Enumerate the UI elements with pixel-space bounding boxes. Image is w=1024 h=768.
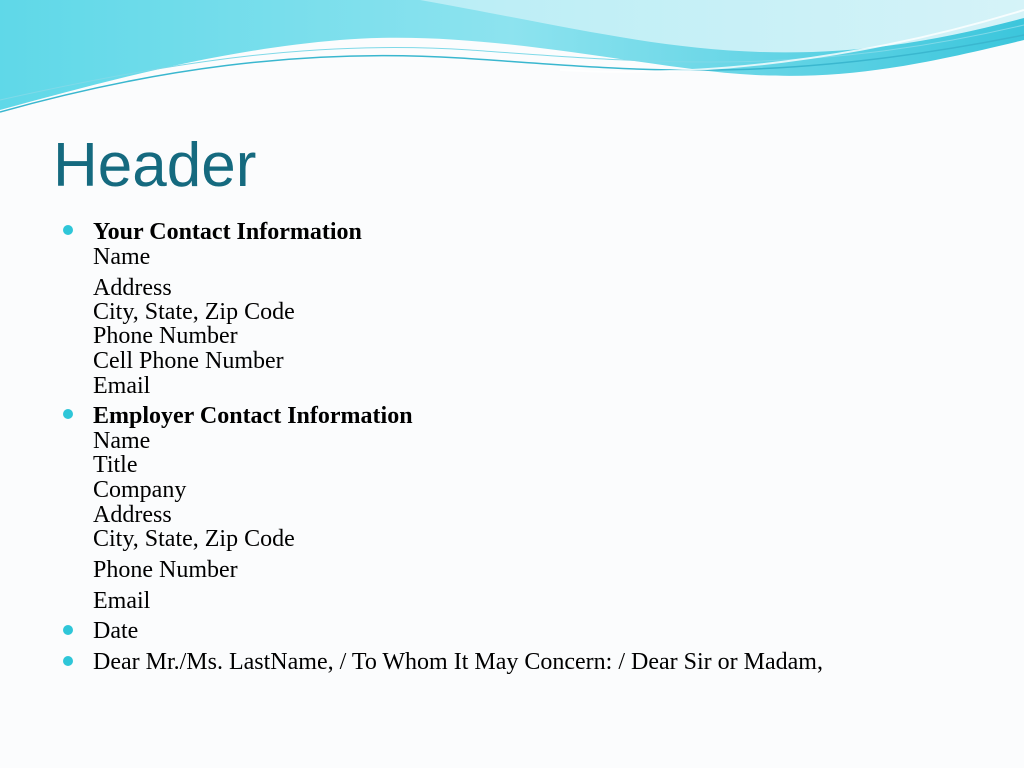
bullet-employer-contact: [63, 409, 73, 419]
your-contact-line: Name: [93, 244, 151, 270]
your-contact-line: Phone Number: [93, 323, 238, 349]
employer-contact-heading: Employer Contact Information: [93, 403, 413, 429]
employer-contact-line: Email: [93, 588, 151, 614]
your-contact-line: City, State, Zip Code: [93, 299, 295, 325]
employer-contact-line: Name: [93, 428, 151, 454]
employer-contact-line: Address: [93, 502, 172, 528]
employer-contact-line: Company: [93, 477, 187, 503]
your-contact-line: Cell Phone Number: [93, 348, 284, 374]
your-contact-line: Email: [93, 373, 151, 399]
employer-contact-line: Phone Number: [93, 557, 238, 583]
your-contact-line: Address: [93, 275, 172, 301]
slide-title: Header: [53, 131, 257, 200]
employer-contact-line: Title: [93, 452, 138, 478]
salutation-line: Dear Mr./Ms. LastName, / To Whom It May Concern: / Dear Sir or Madam,: [93, 649, 823, 675]
employer-contact-line: City, State, Zip Code: [93, 526, 295, 552]
bullet-date: [63, 625, 73, 635]
bullet-your-contact: [63, 225, 73, 235]
bullet-salutation: [63, 656, 73, 666]
date-line: Date: [93, 618, 139, 644]
your-contact-heading: Your Contact Information: [93, 219, 362, 245]
